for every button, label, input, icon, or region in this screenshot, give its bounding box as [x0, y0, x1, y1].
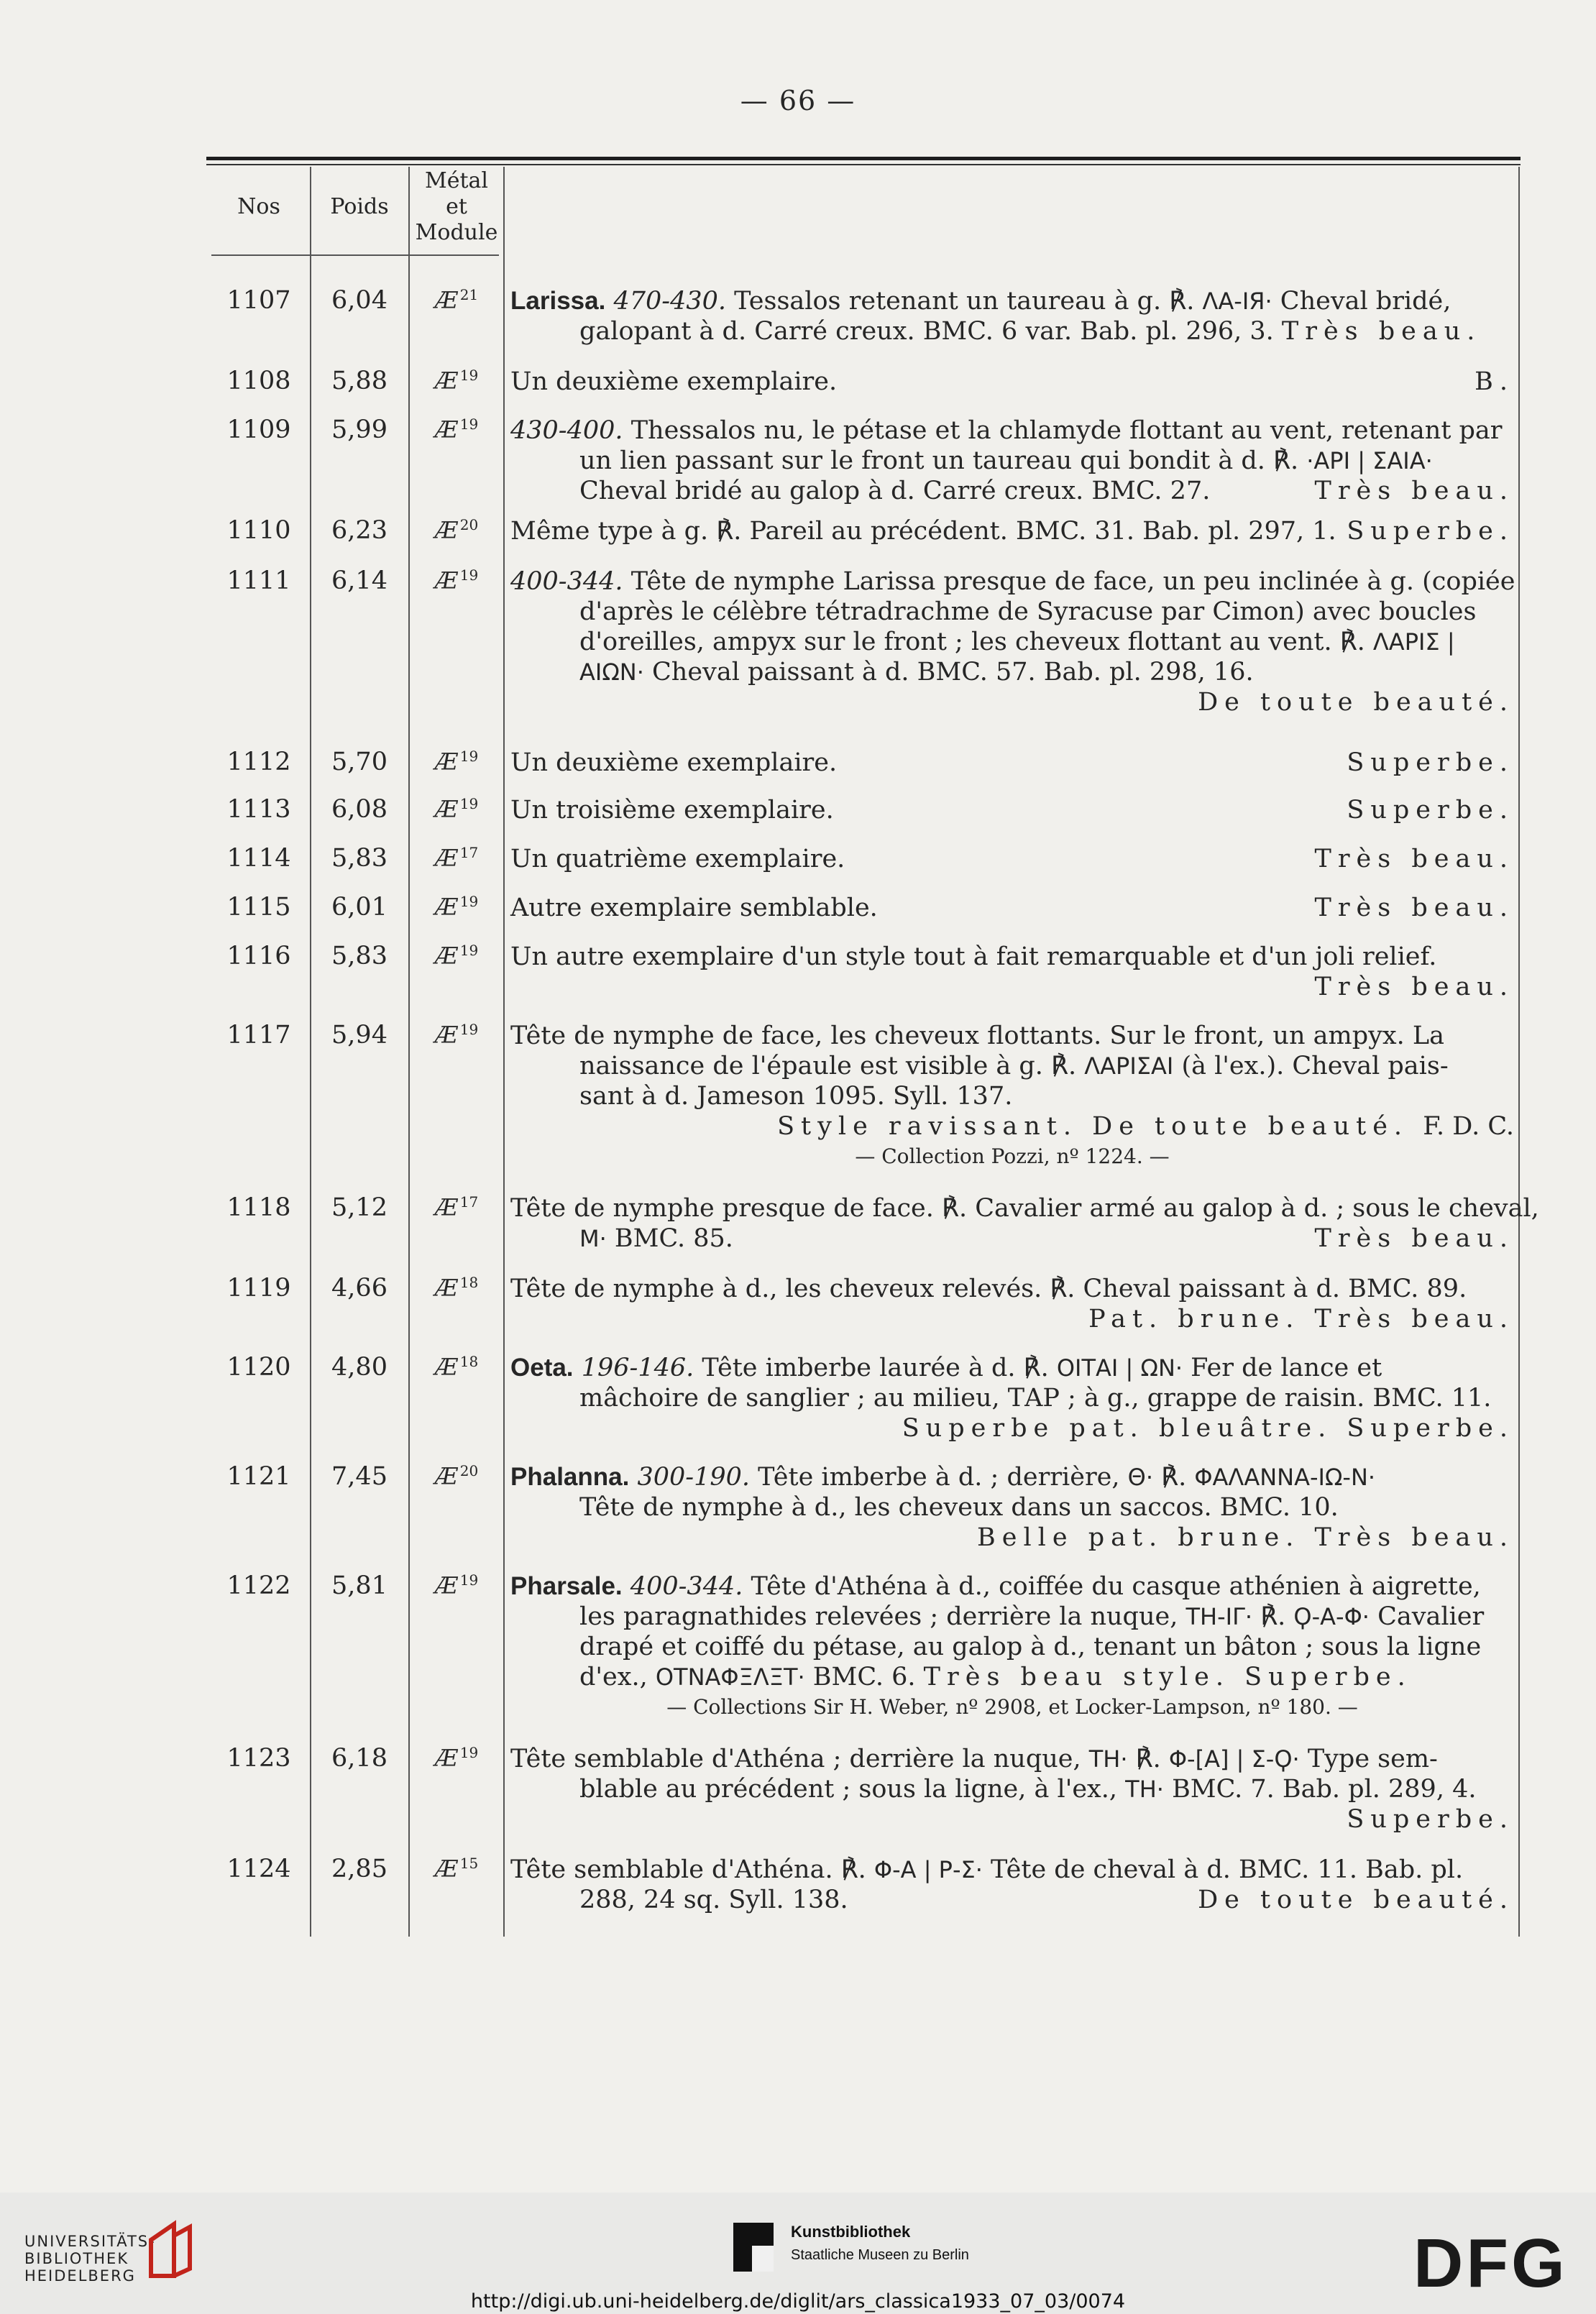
header-metal: Métal et Module	[415, 168, 498, 245]
column-divider	[503, 167, 505, 1937]
catalogue-number: 1107	[226, 286, 291, 315]
description-line: Très beau.	[1314, 973, 1514, 1001]
description-line: d'ex., ΟΤΝΑΦΞΛΞΤ· BMC. 6. Très beau style. Superbe.	[579, 1663, 1412, 1691]
weight-value: 5,94	[331, 1021, 387, 1050]
description-line: Oeta. 196-146. Tête imberbe laurée à d. ℟. ΟΙΤΑΙ | ΩΝ· Fer de lance et	[510, 1354, 1382, 1382]
description-line: Un deuxième exemplaire. B.	[510, 367, 1514, 396]
catalogue-number: 1114	[226, 844, 291, 873]
description-line: Superbe pat. bleuâtre. Superbe.	[902, 1414, 1514, 1443]
metal-module: Æ $^{19}$	[434, 1021, 479, 1049]
description	[510, 1855, 1514, 1915]
description-line: Un autre exemplaire d'un style tout à fait remarquable et d'un joli relief.	[510, 942, 1437, 971]
description-line: De toute beauté.	[1198, 688, 1514, 717]
grade-label: Superbe.	[1347, 796, 1514, 825]
catalogue-number: 1113	[226, 795, 291, 824]
description-line: Μ· BMC. 85. Très beau.	[579, 1224, 1514, 1253]
grade-label: Superbe.	[1347, 748, 1514, 777]
source-url[interactable]: http://digi.ub.uni-heidelberg.de/diglit/ars_classica1933_07_03/0074	[470, 2290, 1126, 2313]
metal-module: Æ $^{18}$	[434, 1353, 479, 1381]
catalogue-number: 1117	[226, 1021, 291, 1050]
dfg-logo: DFG	[1413, 2225, 1568, 2302]
header-poids: Poids	[330, 194, 389, 219]
catalogue-number: 1118	[226, 1193, 291, 1222]
description-line: naissance de l'épaule est visible à g. ℟. ΛΑΡΙΣΑΙ (à l'ex.). Cheval pais-	[579, 1052, 1449, 1080]
weight-value: 7,45	[331, 1462, 387, 1491]
description-line: galopant à d. Carré creux. BMC. 6 var. Bab. pl. 296, 3. Très beau.	[579, 317, 1482, 346]
metal-module: Æ $^{19}$	[434, 367, 479, 395]
description-line: Pharsale. 400-344. Tête d'Athéna à d., coiffée du casque athénien à aigrette,	[510, 1572, 1481, 1601]
description-line: 430-400. Thessalos nu, le pétase et la chlamyde flottant au vent, retenant par	[510, 416, 1503, 445]
catalogue-number: 1112	[226, 748, 291, 776]
description	[510, 1462, 1514, 1553]
description-line: d'après le célèbre tétradrachme de Syracuse par Cimon) avec boucles	[579, 597, 1477, 626]
description	[510, 795, 1514, 825]
metal-module: Æ $^{19}$	[434, 1744, 479, 1772]
description-line: 288, 24 sq. Syll. 138. De toute beauté.	[579, 1886, 1514, 1914]
metal-module: Æ $^{19}$	[434, 1571, 479, 1599]
metal-module: Æ $^{21}$	[434, 286, 479, 314]
description	[510, 1571, 1514, 1722]
metal-module: Æ $^{20}$	[434, 1462, 479, 1490]
description	[510, 1193, 1539, 1254]
description	[510, 1274, 1514, 1334]
description-line: Larissa. 470-430. Tessalos retenant un taureau à g. ℟. ΛΑ-ΙЯ· Cheval bridé,	[510, 287, 1451, 316]
metal-module: Æ $^{18}$	[434, 1274, 479, 1302]
table-top-rule-thin	[206, 164, 1521, 165]
description	[510, 1744, 1514, 1835]
weight-value: 5,81	[331, 1571, 387, 1600]
table-top-rule	[206, 157, 1521, 160]
description-line: Phalanna. 300-190. Tête imberbe à d. ; derrière, Θ· ℟. ΦΑΛΑΝΝΑ-ΙΩ-Ν·	[510, 1463, 1376, 1492]
description-line: Un quatrième exemplaire. Très beau.	[510, 845, 1514, 873]
description	[510, 1353, 1514, 1443]
description-line: un lien passant sur le front un taureau qui bondit à d. ℟. ·ΑΡΙ | ΣΑΙΑ·	[579, 446, 1433, 475]
catalogue-number: 1110	[226, 516, 291, 545]
ub-heidelberg-icon	[145, 2218, 196, 2282]
ub-heidelberg-logo: UNIVERSITÄTS- BIBLIOTHEK HEIDELBERG	[24, 2233, 156, 2285]
description-line: d'oreilles, ampyx sur le front ; les cheveux flottant au vent. ℟. ΛΑΡΙΣ |	[579, 628, 1455, 656]
description-line: Un deuxième exemplaire. Superbe.	[510, 748, 1514, 777]
metal-module: Æ $^{19}$	[434, 415, 479, 444]
grade-label: Très beau.	[1314, 845, 1514, 873]
catalogue-number: 1111	[226, 566, 291, 595]
description	[510, 367, 1514, 397]
description	[510, 844, 1514, 874]
metal-module: Æ $^{17}$	[434, 1193, 479, 1221]
description	[510, 942, 1514, 1002]
catalogue-number: 1120	[226, 1353, 291, 1382]
description-line: mâchoire de sanglier ; au milieu, ΤΑΡ ; à g., grappe de raisin. BMC. 11.	[579, 1384, 1492, 1413]
metal-module: Æ $^{19}$	[434, 566, 479, 594]
metal-module: Æ $^{15}$	[434, 1855, 479, 1883]
weight-value: 5,83	[331, 844, 387, 873]
description	[510, 415, 1514, 506]
weight-value: 6,14	[331, 566, 387, 595]
weight-value: 5,70	[331, 748, 387, 776]
catalogue-number: 1124	[226, 1855, 291, 1883]
column-divider	[1518, 167, 1520, 1937]
description	[510, 516, 1514, 546]
description-line: — Collection Pozzi, nº 1224. —	[855, 1144, 1170, 1168]
weight-value: 5,83	[331, 942, 387, 970]
weight-value: 4,66	[331, 1274, 387, 1303]
description-line: les paragnathides relevées ; derrière la nuque, ΤΗ-ΙΓ· ℟. Ϙ-Α-Φ· Cavalier	[579, 1602, 1485, 1631]
metal-module: Æ $^{19}$	[434, 893, 479, 921]
weight-value: 6,01	[331, 893, 387, 922]
description	[510, 286, 1514, 346]
metal-module: Æ $^{19}$	[434, 748, 479, 776]
weight-value: 2,85	[331, 1855, 387, 1883]
weight-value: 6,18	[331, 1744, 387, 1773]
description-line: Un troisième exemplaire. Superbe.	[510, 796, 1514, 825]
description-line: Tête de nymphe à d., les cheveux dans un saccos. BMC. 10.	[579, 1493, 1339, 1522]
grade-label: Très beau.	[1314, 894, 1514, 922]
header-separator	[211, 254, 499, 256]
weight-value: 4,80	[331, 1353, 387, 1382]
description-line: sant à d. Jameson 1095. Syll. 137.	[579, 1082, 1013, 1111]
weight-value: 5,88	[331, 367, 387, 395]
description-line: Style ravissant. De toute beauté. F. D. C.	[777, 1112, 1514, 1141]
kunstbibliothek-logo: Kunstbibliothek Staatliche Museen zu Berlin	[791, 2223, 969, 2263]
catalogue-number: 1123	[226, 1744, 291, 1773]
weight-value: 5,12	[331, 1193, 387, 1222]
description-line: Tête de nymphe presque de face. ℟. Cavalier armé au galop à d. ; sous le cheval,	[510, 1194, 1539, 1223]
metal-module: Æ $^{19}$	[434, 795, 479, 823]
grade-label: De toute beauté.	[1198, 1886, 1514, 1914]
description-line: 400-344. Tête de nymphe Larissa presque de face, un peu inclinée à g. (copiée	[510, 567, 1515, 596]
grade-label: Très beau.	[1314, 477, 1514, 505]
description-line: Superbe.	[1347, 1805, 1514, 1834]
description-line: Pat. brune. Très beau.	[1088, 1305, 1514, 1333]
weight-value: 6,23	[331, 516, 387, 545]
weight-value: 6,04	[331, 286, 387, 315]
description-line: Autre exemplaire semblable. Très beau.	[510, 894, 1514, 922]
page-number: — 66 —	[740, 85, 856, 116]
catalogue-number: 1121	[226, 1462, 291, 1491]
metal-module: Æ $^{17}$	[434, 844, 479, 872]
grade-label: Très beau.	[1314, 1224, 1514, 1253]
catalogue-number: 1108	[226, 367, 291, 395]
description-line: — Collections Sir H. Weber, nº 2908, et Locker-Lampson, nº 180. —	[666, 1695, 1358, 1719]
description	[510, 893, 1514, 923]
catalogue-number: 1116	[226, 942, 291, 970]
description-line: Tête de nymphe à d., les cheveux relevés. ℟. Cheval paissant à d. BMC. 89.	[510, 1275, 1467, 1303]
description-line: blable au précédent ; sous la ligne, à l'ex., ΤΗ· BMC. 7. Bab. pl. 289, 4.	[579, 1775, 1477, 1804]
description-line: Tête semblable d'Athéna ; derrière la nuque, ΤΗ· ℟. Φ-[Α] | Σ-Ϙ· Type sem-	[510, 1745, 1438, 1773]
description-line: drapé et coiffé du pétase, au galop à d., tenant un bâton ; sous la ligne	[579, 1633, 1482, 1661]
catalogue-number: 1109	[226, 415, 291, 444]
header-nos: Nos	[237, 194, 280, 219]
description-line: ΑΙΩΝ· Cheval paissant à d. BMC. 57. Bab. pl. 298, 16.	[579, 658, 1254, 687]
weight-value: 5,99	[331, 415, 387, 444]
description-line: Belle pat. brune. Très beau.	[977, 1523, 1514, 1552]
catalogue-number: 1122	[226, 1571, 291, 1600]
description	[510, 566, 1514, 717]
description	[510, 1021, 1514, 1172]
catalogue-number: 1119	[226, 1274, 291, 1303]
description-line: Tête semblable d'Athéna. ℟. Φ-Α | Ρ-Σ· Tête de cheval à d. BMC. 11. Bab. pl.	[510, 1855, 1464, 1884]
grade-label: Superbe.	[1347, 517, 1514, 546]
description-line: Cheval bridé au galop à d. Carré creux. BMC. 27. Très beau.	[579, 477, 1514, 505]
metal-module: Æ $^{20}$	[434, 516, 479, 544]
metal-module: Æ $^{19}$	[434, 942, 479, 970]
catalogue-number: 1115	[226, 893, 291, 922]
description-line: Même type à g. ℟. Pareil au précédent. BMC. 31. Bab. pl. 297, 1. Superbe.	[510, 517, 1514, 546]
kunstbibliothek-logo-icon	[730, 2220, 776, 2274]
grade-label: B.	[1475, 367, 1514, 396]
description	[510, 748, 1514, 778]
weight-value: 6,08	[331, 795, 387, 824]
description-line: Tête de nymphe de face, les cheveux flottants. Sur le front, un ampyx. La	[510, 1021, 1444, 1050]
